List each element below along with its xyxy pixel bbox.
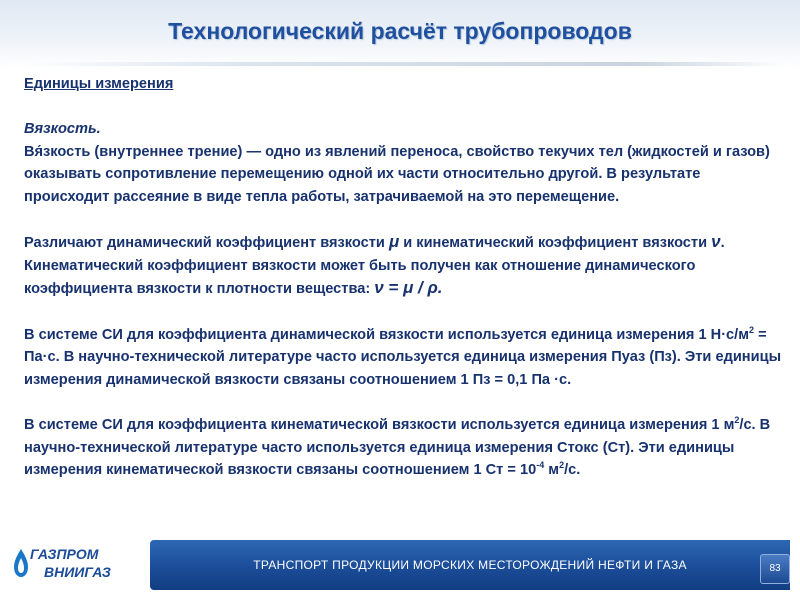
p4-text-b: /с. В научно-технической литературе часто используется единица измерения Стокс (Ст). Эти единицы измерения кинематической вязкости связаны соотношением 1 Ст = 10 — [24, 416, 771, 479]
paragraph-kinematic-units — [24, 414, 784, 482]
footer-title: ТРАНСПОРТ ПРОДУКЦИИ МОРСКИХ МЕСТОРОЖДЕНИЙ НЕФТИ И ГАЗА — [253, 558, 687, 572]
p3-text-a: В системе СИ для коэффициента динамической вязкости используется единица измерения 1 Н·с/м — [24, 326, 750, 343]
p3-superscript: 2 — [749, 324, 755, 335]
p4-text-c: м — [544, 462, 560, 479]
company-logo — [4, 536, 150, 594]
logo-text-1: ГАЗПРОМ — [30, 546, 99, 562]
paragraph-dynamic-units — [24, 324, 784, 392]
p4-text-a: В системе СИ для коэффициента кинематической вязкости используется единица измерения 1 м — [24, 416, 735, 433]
paragraph-definition: Вя́зкость (внутреннее трение) — одно из явлений переноса, свойство текучих тел (жидкостей и газов) оказывать сопротивление перемещению одной их части относительно другой. В результате происходит рассеяние в виде тепла работы, затрачиваемой на это перемещение. — [24, 143, 770, 205]
paragraph-coefficients — [24, 231, 784, 301]
p2-text-a: Различают динамический коэффициент вязкости — [24, 235, 389, 252]
p4-text-d: /с. — [564, 462, 581, 479]
p4-superscript-1: 2 — [734, 414, 740, 425]
section-heading: Единицы измерения — [24, 76, 174, 92]
viscosity-formula: ν = μ / ρ. — [374, 278, 443, 298]
term-heading: Вязкость. — [24, 121, 101, 138]
p4-superscript-2: -4 — [536, 460, 545, 471]
slide-title: Технологический расчёт трубопроводов — [168, 18, 632, 44]
footer — [0, 532, 800, 600]
mu-symbol: μ — [388, 232, 400, 252]
page-number: 83 — [760, 554, 790, 584]
header-divider — [10, 62, 790, 66]
slide-content — [24, 73, 784, 482]
p3-text-b: = Па·с. В научно-технической литературе часто используется единица измерения Пуаз (Пз). Эти единицы измерения динамической вязкости связаны соотношением 1 Пз = 0,1 Па ·с. — [24, 326, 782, 388]
p4-superscript-3: 2 — [559, 460, 565, 471]
p2-text-b: и кинематический коэффициент вязкости — [399, 235, 712, 252]
logo-text-2: ВНИИГАЗ — [44, 564, 111, 580]
flame-icon — [12, 548, 30, 578]
p2-text-c: . Кинематический коэффициент вязкости может быть получен как отношение динамического коэффициента вязкости к плотности вещества: — [24, 235, 725, 298]
nu-symbol: ν — [711, 232, 721, 252]
